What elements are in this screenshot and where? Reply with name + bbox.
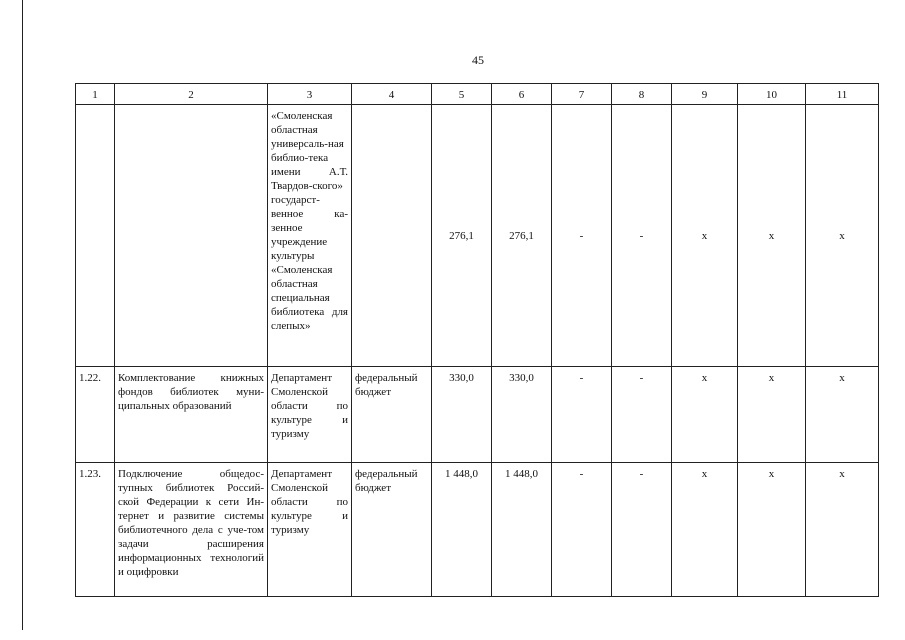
cell-total: 330,0 <box>432 367 492 463</box>
column-header: 9 <box>672 84 738 105</box>
budget-table <box>75 83 879 597</box>
table-row <box>76 105 879 367</box>
page-number: 45 <box>472 53 484 67</box>
column-header: 7 <box>552 84 612 105</box>
cell-executor: Департамент Смоленской области по культуре и туризму <box>268 463 352 597</box>
cell-year-2: - <box>552 367 612 463</box>
cell-total: 276,1 <box>432 105 492 367</box>
cell-executor: Департамент Смоленской области по культуре и туризму <box>268 367 352 463</box>
column-header: 6 <box>492 84 552 105</box>
table-row <box>76 463 879 597</box>
cell-item-number: 1.23. <box>76 463 115 597</box>
cell-funding-source: федеральный бюджет <box>352 463 432 597</box>
cell-year-3: - <box>612 105 672 367</box>
column-header: 10 <box>738 84 806 105</box>
cell-col-11: х <box>806 367 879 463</box>
cell-col-10: х <box>738 105 806 367</box>
cell-year-2: - <box>552 463 612 597</box>
cell-executor: «Смоленская областная универсаль-ная библио-тека имени А.Т. Твардов-ского» государст-венное ка-зенное учреждение культуры «Смоленская областная специальная библиотека для слепых» <box>268 105 352 367</box>
cell-col-9: х <box>672 105 738 367</box>
cell-year-1: 276,1 <box>492 105 552 367</box>
cell-col-10: х <box>738 463 806 597</box>
cell-col-9: х <box>672 463 738 597</box>
column-header: 3 <box>268 84 352 105</box>
cell-col-10: х <box>738 367 806 463</box>
table-header-row <box>76 84 879 105</box>
column-header: 5 <box>432 84 492 105</box>
cell-year-1: 1 448,0 <box>492 463 552 597</box>
cell-col-11: х <box>806 105 879 367</box>
cell-year-2: - <box>552 105 612 367</box>
column-header: 4 <box>352 84 432 105</box>
cell-item-number <box>76 105 115 367</box>
column-header: 1 <box>76 84 115 105</box>
cell-activity: Комплектование книжных фондов библиотек муни-ципальных образований <box>115 367 268 463</box>
cell-activity: Подключение общедос-тупных библиотек Россий-ской Федерации к сети Ин-тернет и развитие системы библиотечного дела с уче-том задачи расширения информационных технологий и оцифровки <box>115 463 268 597</box>
column-header: 8 <box>612 84 672 105</box>
cell-year-3: - <box>612 463 672 597</box>
cell-funding-source: федеральный бюджет <box>352 367 432 463</box>
cell-funding-source <box>352 105 432 367</box>
binding-margin-line <box>22 0 23 630</box>
column-header: 11 <box>806 84 879 105</box>
cell-year-3: - <box>612 367 672 463</box>
cell-col-9: х <box>672 367 738 463</box>
table-row <box>76 367 879 463</box>
column-header: 2 <box>115 84 268 105</box>
cell-year-1: 330,0 <box>492 367 552 463</box>
cell-item-number: 1.22. <box>76 367 115 463</box>
cell-total: 1 448,0 <box>432 463 492 597</box>
cell-col-11: х <box>806 463 879 597</box>
cell-activity <box>115 105 268 367</box>
